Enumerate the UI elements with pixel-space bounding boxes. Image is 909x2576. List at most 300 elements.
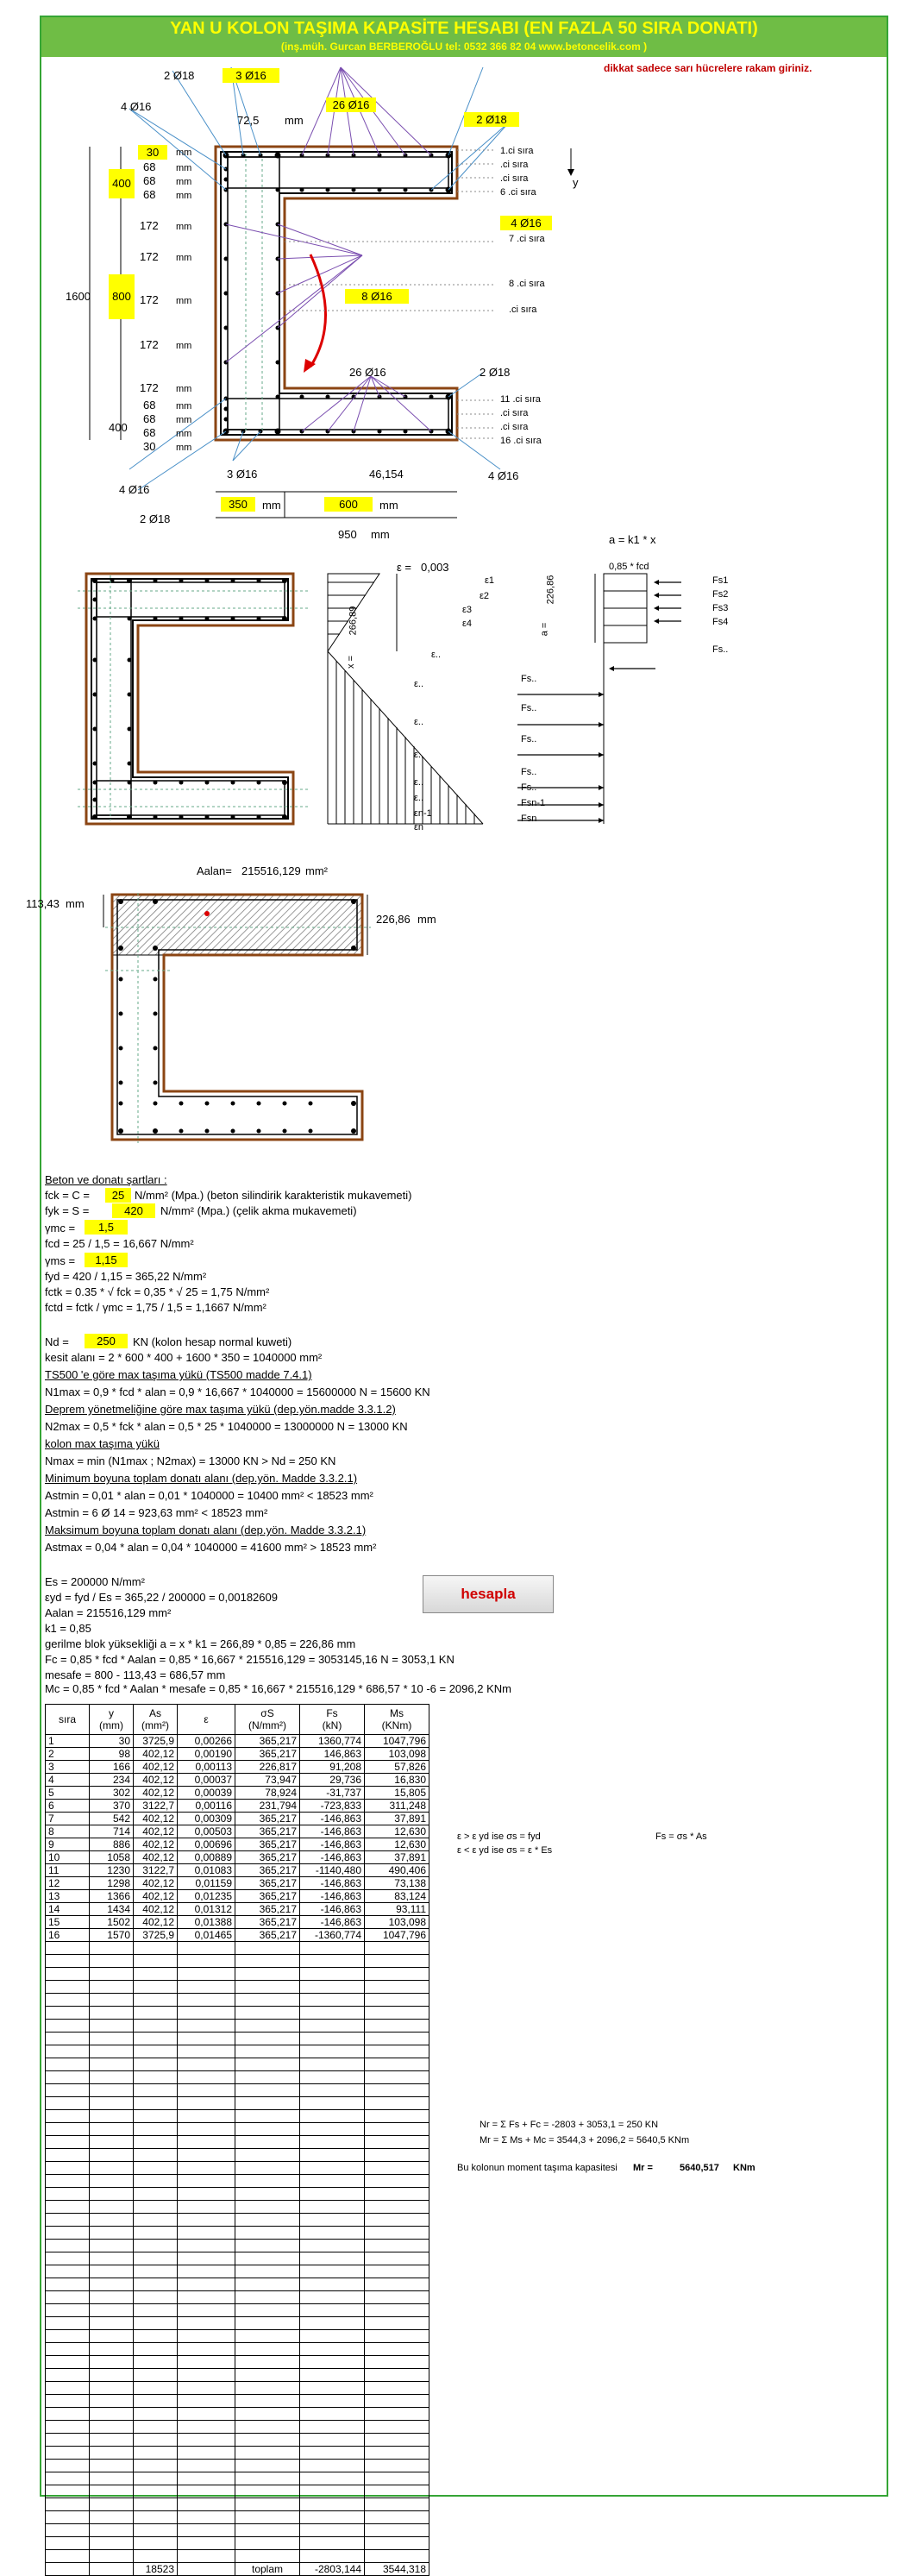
eps1: ε1 [485, 575, 495, 586]
table-cell [178, 2278, 235, 2291]
table-cell [90, 2447, 134, 2460]
table-row [46, 1968, 429, 1981]
dim-left-unit-9: mm [176, 384, 192, 394]
table-cell: 0,00503 [178, 1825, 235, 1838]
table-cell [134, 2201, 178, 2214]
table-cell [46, 2252, 90, 2265]
table-cell: 14 [46, 1903, 90, 1916]
table-cell [134, 2343, 178, 2356]
table-cell [134, 2511, 178, 2524]
table-cell [235, 2252, 300, 2265]
table-cell [90, 2123, 134, 2136]
col-header: Ms (KNm) [365, 1705, 429, 1735]
fs-dot-4: Fs.. [521, 767, 537, 777]
table-cell [235, 2317, 300, 2330]
eyd-line: εyd = fyd / Es = 365,22 / 200000 = 0,00182609 [45, 1591, 278, 1604]
table-cell [134, 2045, 178, 2058]
force-fsn: Fsn [521, 814, 537, 824]
bar-label-bottom-right-2: 4 Ø16 [488, 469, 519, 482]
dim-left-unit-4: mm [176, 191, 192, 201]
table-cell [46, 2058, 90, 2071]
table-cell: 3122,7 [134, 1800, 178, 1813]
table-cell: 73,947 [235, 1774, 300, 1787]
table-cell: 402,12 [134, 1838, 178, 1851]
table-cell: 0,00190 [178, 1748, 235, 1761]
bar-label-bottom-left: 4 Ø16 [119, 483, 150, 496]
table-cell: -146,863 [300, 1851, 365, 1864]
fcd-line: fcd = 25 / 1,5 = 16,667 N/mm² [45, 1237, 194, 1250]
table-cell: 0,01388 [178, 1916, 235, 1929]
warning-text: dikkat sadece sarı hücrelere rakam giriniz. [604, 62, 812, 74]
table-cell: 12,630 [365, 1825, 429, 1838]
table-cell: 365,217 [235, 1735, 300, 1748]
table-cell: 0,00116 [178, 1800, 235, 1813]
table-cell [178, 2149, 235, 2162]
table-cell [178, 2434, 235, 2447]
table-cell [90, 2265, 134, 2278]
table-cell [90, 2343, 134, 2356]
fs-dot-1: Fs.. [521, 674, 537, 684]
eps-dot-2: ε.. [414, 679, 424, 689]
mr-result-value: 5640,517 [680, 2163, 719, 2173]
dim-left-10: 68 [143, 399, 156, 412]
table-cell [178, 2240, 235, 2252]
table-row [46, 2071, 429, 2084]
table-cell [90, 2563, 134, 2576]
table-row [46, 2188, 429, 2201]
table-cell [235, 1981, 300, 1994]
table-cell [90, 2421, 134, 2434]
table-cell [300, 2317, 365, 2330]
min-heading: Minimum boyuna toplam donatı alanı (dep.yön. Madde 3.3.2.1) [45, 1472, 358, 1485]
table-cell [90, 2033, 134, 2045]
gmc-input[interactable]: 1,5 [85, 1220, 128, 1235]
table-cell [134, 1981, 178, 1994]
table-cell: 9 [46, 1838, 90, 1851]
dim-left-unit-2: mm [176, 163, 192, 173]
table-cell [365, 1981, 429, 1994]
table-cell [134, 2265, 178, 2278]
table-row [46, 2317, 429, 2330]
table-cell [134, 2330, 178, 2343]
mr-result-label: Mr = [633, 2163, 653, 2173]
table-cell: 365,217 [235, 1916, 300, 1929]
table-row [46, 1800, 429, 1813]
table-cell: 3725,9 [134, 1735, 178, 1748]
table-cell [365, 1942, 429, 1955]
table-cell [90, 2356, 134, 2369]
a-depth-label: a = [539, 622, 550, 637]
table-cell [300, 2278, 365, 2291]
table-cell [300, 2382, 365, 2395]
table-cell [90, 2214, 134, 2227]
table-row [46, 2472, 429, 2485]
cover-top-value: 72,5 [237, 114, 260, 127]
table-cell: 402,12 [134, 1761, 178, 1774]
table-cell [178, 2188, 235, 2201]
table-cell [235, 2175, 300, 2188]
table-cell: 402,12 [134, 1916, 178, 1929]
table-row [46, 2511, 429, 2524]
table-row [46, 2020, 429, 2033]
table-cell [46, 1994, 90, 2007]
table-cell [365, 2265, 429, 2278]
table-cell: 402,12 [134, 1774, 178, 1787]
dim-600[interactable]: 600 [324, 497, 373, 512]
table-cell [178, 2045, 235, 2058]
gms-input[interactable]: 1,15 [85, 1253, 128, 1267]
table-cell [90, 1994, 134, 2007]
force-fs2: Fs2 [712, 589, 729, 600]
dim-left-8: 172 [140, 338, 159, 351]
table-cell [235, 2227, 300, 2240]
compression-area-diagram [0, 876, 909, 1160]
table-cell [300, 1968, 365, 1981]
table-cell [46, 2071, 90, 2084]
table-row [46, 1877, 429, 1890]
dim-left-1[interactable]: 30 [138, 145, 167, 160]
table-cell [178, 2511, 235, 2524]
table-cell [365, 2227, 429, 2240]
table-row [46, 1774, 429, 1787]
table-cell [365, 2020, 429, 2033]
table-cell [90, 2550, 134, 2563]
table-row [46, 1761, 429, 1774]
table-cell [365, 2007, 429, 2020]
table-cell: 1 [46, 1735, 90, 1748]
hesapla-button[interactable]: hesapla [423, 1575, 554, 1613]
table-cell [178, 2291, 235, 2304]
col-header: σS (N/mm²) [235, 1705, 300, 1735]
dim-800[interactable]: 800 [109, 274, 135, 319]
fyk-label: fyk = S = [45, 1204, 90, 1217]
table-cell [235, 2511, 300, 2524]
table-row [46, 1994, 429, 2007]
table-cell [134, 2058, 178, 2071]
materials-heading: Beton ve donatı şartları : [45, 1173, 167, 1186]
table-cell [300, 2511, 365, 2524]
table-cell [90, 2045, 134, 2058]
table-cell: 365,217 [235, 1890, 300, 1903]
table-cell [178, 2304, 235, 2317]
table-cell [46, 2214, 90, 2227]
table-cell [46, 2007, 90, 2020]
table-cell: 18523 [134, 2563, 178, 2576]
table-cell [235, 2045, 300, 2058]
table-cell [178, 2447, 235, 2460]
nd-unit: KN (kolon hesap normal kuweti) [133, 1335, 292, 1348]
table-cell: 714 [90, 1825, 134, 1838]
table-cell [300, 2084, 365, 2097]
mr-line: Mr = Σ Ms + Mc = 3544,3 + 2096,2 = 5640,5 KNm [480, 2135, 690, 2146]
table-cell [300, 1955, 365, 1968]
eps-dot-5: ε.. [414, 777, 424, 788]
table-cell [134, 2097, 178, 2110]
table-cell: -146,863 [300, 1890, 365, 1903]
table-cell: 402,12 [134, 1877, 178, 1890]
bar-label-top-right[interactable]: 2 Ø18 [464, 112, 519, 127]
table-cell: 402,12 [134, 1825, 178, 1838]
table-cell [46, 2123, 90, 2136]
table-cell [365, 2356, 429, 2369]
table-cell [300, 2291, 365, 2304]
fc-line: Fc = 0,85 * fcd * Aalan = 0,85 * 16,667 * 215516,129 = 3053145,16 N = 3053,1 KN [45, 1653, 454, 1666]
bar-label-side: 4 Ø16 [121, 100, 152, 113]
dim-400-bottom: 400 [109, 421, 128, 434]
table-cell [178, 2007, 235, 2020]
table-cell: 1570 [90, 1929, 134, 1942]
table-cell [300, 2188, 365, 2201]
table-cell [178, 2356, 235, 2369]
table-cell: -31,737 [300, 1787, 365, 1800]
table-cell [300, 2304, 365, 2317]
table-cell [46, 2188, 90, 2201]
table-cell [90, 2058, 134, 2071]
table-cell [365, 2240, 429, 2252]
table-cell [365, 2136, 429, 2149]
table-cell [300, 2550, 365, 2563]
table-cell [90, 2317, 134, 2330]
dim-350[interactable]: 350 [221, 497, 255, 512]
fyk-input[interactable]: 420 [112, 1203, 155, 1218]
cover-top-unit: mm [285, 114, 304, 127]
table-cell [178, 2123, 235, 2136]
table-cell [178, 2227, 235, 2240]
table-cell [90, 2498, 134, 2511]
rule-2: ε < ε yd ise σs = ε * Es [457, 1845, 553, 1856]
fck-label: fck = C = [45, 1189, 91, 1202]
table-cell [235, 2123, 300, 2136]
table-cell [365, 2175, 429, 2188]
table-cell: -146,863 [300, 1813, 365, 1825]
row-label-7: .ci sıra [509, 305, 537, 315]
table-cell [235, 2434, 300, 2447]
centroid-dist: 113,43 [26, 897, 60, 910]
bar-label-top-row[interactable]: 26 Ø16 [326, 97, 376, 112]
table-cell: 7 [46, 1813, 90, 1825]
table-cell [235, 2369, 300, 2382]
table-cell [46, 1955, 90, 1968]
table-cell [178, 2201, 235, 2214]
table-cell [46, 2149, 90, 2162]
table-cell: 302 [90, 1787, 134, 1800]
table-cell: -1360,774 [300, 1929, 365, 1942]
dim-950-unit: mm [371, 528, 390, 541]
dim-left-13: 30 [143, 440, 156, 453]
table-cell [46, 2265, 90, 2278]
n2max-line: N2max = 0,5 * fck * alan = 0,5 * 25 * 1040000 = 13000000 N = 13000 KN [45, 1420, 408, 1433]
table-cell [300, 2175, 365, 2188]
table-cell [46, 2097, 90, 2110]
table-cell [134, 2395, 178, 2408]
table-cell [90, 2460, 134, 2472]
a-depth-value: 226,86 [545, 575, 556, 605]
table-cell [235, 2071, 300, 2084]
table-cell: 311,248 [365, 1800, 429, 1813]
table-row [46, 2149, 429, 2162]
table-cell [300, 2485, 365, 2498]
centroid-dist-unit: mm [66, 897, 85, 910]
table-row [46, 2408, 429, 2421]
table-cell [46, 2563, 90, 2576]
table-cell [235, 2421, 300, 2434]
table-cell [90, 2110, 134, 2123]
table-cell [235, 2408, 300, 2421]
table-cell [235, 2278, 300, 2291]
table-cell [300, 2369, 365, 2382]
table-cell [300, 2421, 365, 2434]
aalan-value: 215516,129 [241, 864, 301, 877]
table-cell [90, 2485, 134, 2498]
table-cell [300, 2097, 365, 2110]
table-cell [90, 2382, 134, 2395]
table-row [46, 2330, 429, 2343]
table-cell [46, 2356, 90, 2369]
table-cell: -2803,144 [300, 2563, 365, 2576]
table-row [46, 2162, 429, 2175]
table-cell [178, 2330, 235, 2343]
table-cell [365, 2369, 429, 2382]
dim-400-top[interactable]: 400 [109, 169, 135, 198]
table-cell [178, 1955, 235, 1968]
force-fsn-1: Fsn-1 [521, 798, 546, 808]
table-cell [300, 2343, 365, 2356]
table-cell: 0,01312 [178, 1903, 235, 1916]
table-cell [178, 2058, 235, 2071]
table-cell [178, 2460, 235, 2472]
mr-result-unit: KNm [733, 2163, 755, 2173]
table-cell [178, 2110, 235, 2123]
kolon-heading: kolon max taşıma yükü [45, 1437, 160, 1450]
table-cell [235, 2291, 300, 2304]
table-cell: 365,217 [235, 1864, 300, 1877]
bar-label-web[interactable]: 4 Ø16 [500, 216, 552, 230]
table-cell [134, 2524, 178, 2537]
table-cell [365, 2214, 429, 2227]
table-cell [90, 1968, 134, 1981]
table-cell [134, 1968, 178, 1981]
table-cell [235, 2058, 300, 2071]
table-cell [46, 2084, 90, 2097]
mc-line: Mc = 0,85 * fcd * Aalan * mesafe = 0,85 * 16,667 * 215516,129 * 686,57 * 10 -6 = 2096,2 KNm [45, 1682, 511, 1695]
table-cell [365, 2033, 429, 2045]
y-axis-label: y [573, 176, 579, 189]
table-cell [365, 2472, 429, 2485]
table-cell [235, 2188, 300, 2201]
table-cell: 11 [46, 1864, 90, 1877]
table-cell [300, 2408, 365, 2421]
table-cell [134, 2252, 178, 2265]
dim-left-11: 68 [143, 412, 156, 425]
nd-label: Nd = [45, 1335, 69, 1348]
table-row [46, 2214, 429, 2227]
table-row [46, 2485, 429, 2498]
table-cell: 78,924 [235, 1787, 300, 1800]
bar-label-bottom-left-2: 2 Ø18 [140, 512, 171, 525]
table-cell: -146,863 [300, 1903, 365, 1916]
table-cell [134, 2020, 178, 2033]
table-row [46, 2369, 429, 2382]
bar-label-top-mid[interactable]: 3 Ø16 [223, 68, 279, 83]
table-cell [46, 2472, 90, 2485]
n1max-line: N1max = 0,9 * fcd * alan = 0,9 * 16,667 * 1040000 = 15600000 N = 15600 KN [45, 1385, 430, 1398]
table-cell [235, 2240, 300, 2252]
table-cell [365, 2058, 429, 2071]
table-cell: 103,098 [365, 1748, 429, 1761]
eps2: ε2 [480, 591, 490, 601]
kesit-line: kesit alanı = 2 * 600 * 400 + 1600 * 350 = 1040000 mm² [45, 1351, 323, 1364]
table-cell [134, 2162, 178, 2175]
fck-input[interactable]: 25 [105, 1188, 131, 1203]
table-cell [178, 2485, 235, 2498]
table-cell: 365,217 [235, 1813, 300, 1825]
ts500-heading: TS500 'e göre max taşıma yükü (TS500 madde 7.4.1) [45, 1368, 312, 1381]
fyd-line: fyd = 420 / 1,15 = 365,22 N/mm² [45, 1270, 207, 1283]
dim-left-7: 172 [140, 293, 159, 306]
dim-950: 950 [338, 528, 357, 541]
row-label-8: 11 .ci sıra [500, 394, 541, 405]
table-cell [300, 2356, 365, 2369]
dim-left-9: 172 [140, 381, 159, 394]
table-cell [365, 2278, 429, 2291]
table-cell: toplam [235, 2563, 300, 2576]
table-cell [178, 2214, 235, 2227]
table-cell [300, 2033, 365, 2045]
x-depth-value: 266,89 [348, 606, 359, 636]
table-cell [235, 2550, 300, 2563]
table-cell [134, 2434, 178, 2447]
row-label-11: 16 .ci sıra [500, 436, 542, 446]
table-cell [90, 2434, 134, 2447]
bar-label-bottom-right: 2 Ø18 [480, 366, 511, 379]
table-cell [46, 2524, 90, 2537]
dim-left-2: 68 [143, 160, 156, 173]
table-cell [134, 2175, 178, 2188]
table-cell: 402,12 [134, 1903, 178, 1916]
table-cell [90, 2097, 134, 2110]
col-header: ε [178, 1705, 235, 1735]
table-cell [178, 2343, 235, 2356]
table-cell: 402,12 [134, 1890, 178, 1903]
table-cell [90, 2395, 134, 2408]
astmin-line-2: Astmin = 6 Ø 14 = 923,63 mm² < 18523 mm² [45, 1506, 268, 1519]
table-cell [365, 2097, 429, 2110]
table-row [46, 2421, 429, 2434]
table-cell [178, 2395, 235, 2408]
table-row [46, 2201, 429, 2214]
bar-label-web-center[interactable]: 8 Ø16 [345, 289, 409, 304]
table-cell: 12 [46, 1877, 90, 1890]
table-row [46, 2252, 429, 2265]
table-cell: 365,217 [235, 1851, 300, 1864]
nd-input[interactable]: 250 [85, 1334, 128, 1348]
table-row [46, 1942, 429, 1955]
table-cell: -146,863 [300, 1825, 365, 1838]
row-label-3: .ci sıra [500, 173, 529, 184]
table-cell [300, 2123, 365, 2136]
dim-600-unit: mm [379, 499, 398, 512]
bar-label-bottom-mid: 3 Ø16 [227, 468, 258, 481]
table-cell [365, 2382, 429, 2395]
table-cell [365, 1994, 429, 2007]
table-cell [235, 2162, 300, 2175]
table-cell [235, 2330, 300, 2343]
table-row [46, 1838, 429, 1851]
table-cell [365, 2498, 429, 2511]
table-cell [365, 2524, 429, 2537]
table-cell [46, 2020, 90, 2033]
table-cell [134, 2007, 178, 2020]
